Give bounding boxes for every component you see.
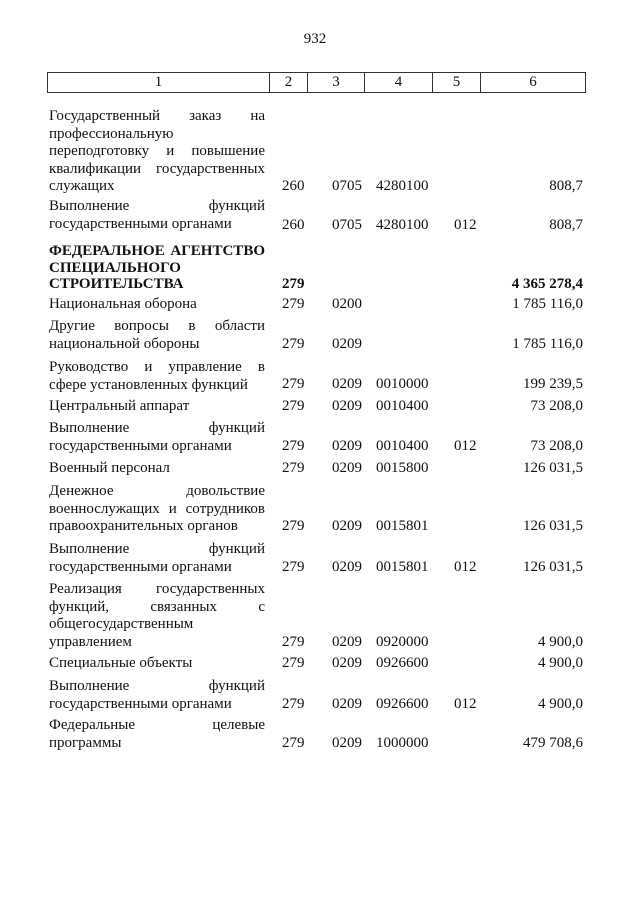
row-amount: 126 031,5 (523, 460, 583, 476)
row-code-2: 279 (282, 696, 305, 712)
row-code-2: 279 (282, 296, 305, 312)
column-header-2: 2 (270, 73, 308, 92)
row-code-3: 0200 (332, 296, 362, 312)
row-code-4: 0015801 (376, 518, 429, 534)
row-code-2: 279 (282, 438, 305, 454)
row-code-2: 279 (282, 276, 305, 292)
row-code-3: 0209 (332, 735, 362, 751)
row-name: Государственный заказ на профессиональную переподготовку и повышение квалификации государственных служащих (49, 108, 265, 194)
row-name: Центральный аппарат (49, 398, 190, 414)
row-code-2: 279 (282, 655, 305, 671)
row-code-3: 0209 (332, 376, 362, 392)
column-header-1: 1 (48, 73, 270, 92)
row-code-4: 1000000 (376, 735, 429, 751)
row-name: Военный персонал (49, 460, 170, 476)
page-number: 932 (303, 31, 327, 47)
row-name: Выполнение функций государственными органами (49, 198, 265, 232)
row-name: Руководство и управление в сфере установленных функций (49, 359, 265, 393)
row-code-2: 279 (282, 634, 305, 650)
row-code-4: 0926600 (376, 655, 429, 671)
row-code-3: 0705 (332, 178, 362, 194)
row-name: Выполнение функций государственными органами (49, 678, 265, 712)
row-amount: 1 785 116,0 (512, 296, 583, 312)
row-code-3: 0209 (332, 655, 362, 671)
column-header-row (47, 72, 586, 93)
row-code-3: 0209 (332, 518, 362, 534)
row-code-2: 260 (282, 178, 305, 194)
row-name: Реализация государственных функций, связанных с общегосударственным управлением (49, 581, 265, 650)
row-amount: 4 900,0 (538, 696, 583, 712)
row-amount: 1 785 116,0 (512, 336, 583, 352)
row-code-4: 0015800 (376, 460, 429, 476)
row-amount: 73 208,0 (530, 438, 583, 454)
row-amount: 4 900,0 (538, 634, 583, 650)
row-code-3: 0209 (332, 559, 362, 575)
row-code-4: 0920000 (376, 634, 429, 650)
row-code-2: 279 (282, 336, 305, 352)
row-code-3: 0209 (332, 634, 362, 650)
row-amount: 126 031,5 (523, 559, 583, 575)
row-code-2: 279 (282, 376, 305, 392)
row-code-2: 279 (282, 735, 305, 751)
row-code-3: 0209 (332, 438, 362, 454)
column-header-6: 6 (529, 74, 537, 90)
row-amount: 73 208,0 (530, 398, 583, 414)
row-code-3: 0209 (332, 336, 362, 352)
row-amount: 126 031,5 (523, 518, 583, 534)
row-code-5: 012 (454, 217, 477, 233)
row-amount: 808,7 (549, 178, 583, 194)
row-code-4: 0010000 (376, 376, 429, 392)
column-header-3: 3 (308, 73, 365, 92)
row-code-3: 0209 (332, 398, 362, 414)
row-amount: 808,7 (549, 217, 583, 233)
row-code-4: 0010400 (376, 398, 429, 414)
row-code-5: 012 (454, 696, 477, 712)
row-code-2: 279 (282, 398, 305, 414)
row-code-4: 0010400 (376, 438, 429, 454)
row-name: Другие вопросы в области национальной обороны (49, 318, 265, 352)
row-name: Выполнение функций государственными органами (49, 420, 265, 454)
row-amount: 479 708,6 (523, 735, 583, 751)
column-header-4: 4 (365, 73, 433, 92)
row-code-4: 0926600 (376, 696, 429, 712)
row-name: Выполнение функций государственными органами (49, 541, 265, 575)
row-name: ФЕДЕРАЛЬНОЕ АГЕНТСТВО СПЕЦИАЛЬНОГО СТРОИТЕЛЬСТВА (49, 243, 265, 292)
row-code-3: 0209 (332, 696, 362, 712)
row-name: Денежное довольствие военнослужащих и сотрудников правоохранительных органов (49, 483, 265, 534)
row-code-2: 279 (282, 518, 305, 534)
row-amount: 4 900,0 (538, 655, 583, 671)
row-name: Специальные объекты (49, 655, 193, 671)
row-code-4: 4280100 (376, 178, 429, 194)
row-code-4: 0015801 (376, 559, 429, 575)
row-code-4: 4280100 (376, 217, 429, 233)
row-code-2: 279 (282, 460, 305, 476)
row-amount: 199 239,5 (523, 376, 583, 392)
row-code-2: 279 (282, 559, 305, 575)
row-code-5: 012 (454, 438, 477, 454)
row-code-3: 0705 (332, 217, 362, 233)
row-name: Национальная оборона (49, 296, 197, 312)
row-name: Федеральные целевые программы (49, 717, 265, 751)
row-code-5: 012 (454, 559, 477, 575)
row-code-2: 260 (282, 217, 305, 233)
column-header-5: 5 (433, 73, 481, 92)
row-amount: 4 365 278,4 (511, 276, 583, 292)
row-code-3: 0209 (332, 460, 362, 476)
